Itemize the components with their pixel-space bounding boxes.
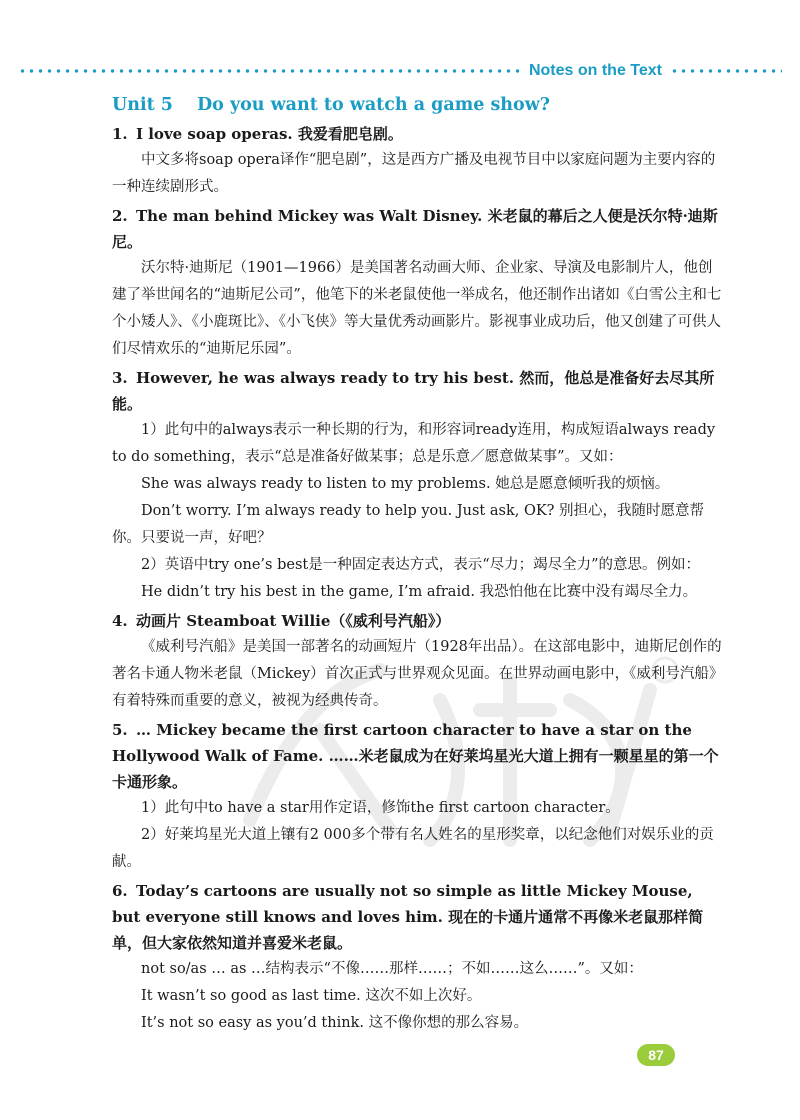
note-paragraph: 沃尔特·迪斯尼（1901—1966）是美国著名动画大师、企业家、导演及电影制片人，他创建了举世闻名的“迪斯尼公司”，他笔下的米老鼠使他一举成名，他还制作出诸如《白雪公主和七个小矮人》、《小鹿斑比》、《小飞侠》等大量优秀动画影片。影视事业成功后，他又创建了可供人们尽情欢乐的“迪斯尼乐园”。 [112, 260, 722, 357]
note-heading [112, 608, 724, 634]
note-heading-text: The man behind Mickey was Walt Disney. 米老鼠的幕后之人便是沃尔特·迪斯尼。 [112, 207, 718, 251]
note-paragraph: 2）英语中try one’s best是一种固定表达方式，表示“尽力；竭尽全力”的意思。例如： [141, 557, 701, 573]
header-section-title: Notes on the Text [528, 62, 662, 79]
unit-title-text: Do you want to watch a game show? [197, 95, 551, 115]
running-header [18, 60, 782, 82]
note-number: 1. [112, 125, 128, 143]
page-number: 87 [637, 1044, 675, 1066]
note-paragraph: Don’t worry. I’m always ready to help you. Just ask, OK? 别担心，我随时愿意帮你。只要说一声，好吧？ [112, 503, 705, 546]
note-paragraph: not so/as … as …结构表示“不像……那样……；不如……这么……”。又如： [141, 961, 643, 977]
note-paragraph: 2）好莱坞星光大道上镶有2 000多个带有名人姓名的星形奖章，以纪念他们对娱乐业的贡献。 [112, 827, 714, 870]
note-item [112, 717, 724, 876]
note-paragraph: 《威利号汽船》是美国一部著名的动画短片（1928年出品）。在这部电影中，迪斯尼创作的著名卡通人物米老鼠（Mickey）首次正式与世界观众见面。在世界动画电影中，《威利号汽船》有着特殊而重要的意义，被视为经典传奇。 [112, 639, 724, 709]
note-number: 2. [112, 207, 128, 225]
unit-title [112, 95, 724, 115]
note-item [112, 203, 724, 363]
example-sentence: It wasn’t so good as last time. 这次不如上次好。 [141, 988, 482, 1004]
note-heading [112, 717, 724, 795]
note-heading-text: … Mickey became the first cartoon character to have a star on the Hollywood Walk of Fame. ……米老鼠成为在好莱坞星光大道上拥有一颗星星的第一个卡通形象。 [112, 721, 719, 791]
note-item [112, 608, 724, 715]
example-sentence: He didn’t try his best in the game, I’m afraid. 我恐怕他在比赛中没有竭尽全力。 [141, 584, 698, 600]
note-heading-text: However, he was always ready to try his best. 然而，他总是准备好去尽其所能。 [112, 369, 715, 413]
note-item [112, 121, 724, 201]
note-heading-text: Today’s cartoons are usually not so simple as little Mickey Mouse, but everyone still knows and loves him. 现在的卡通片通常不再像米老鼠那样简单，但大家依然知道并喜爱米老鼠。 [112, 882, 704, 952]
notes-content [112, 95, 724, 1037]
note-heading [112, 203, 724, 255]
header-dotted-rule-left [18, 69, 521, 73]
note-item [112, 878, 724, 1037]
note-paragraph: 中文多将soap opera译作“肥皂剧”，这是西方广播及电视节目中以家庭问题为主要内容的一种连续剧形式。 [112, 152, 716, 195]
note-heading-text: 动画片 Steamboat Willie（《威利号汽船》） [136, 612, 451, 630]
note-heading-text: I love soap operas. 我爱看肥皂剧。 [136, 125, 403, 143]
note-paragraph: 1）此句中的always表示一种长期的行为，和形容词ready连用，构成短语always ready to do something，表示“总是准备好做某事；总是乐意／愿意做某事”。又如： [112, 422, 716, 465]
note-heading [112, 365, 724, 417]
header-dotted-rule-right [670, 69, 782, 73]
note-number: 3. [112, 369, 128, 387]
note-number: 5. [112, 721, 128, 739]
example-sentence: It’s not so easy as you’d think. 这不像你想的那么容易。 [141, 1015, 529, 1031]
note-number: 6. [112, 882, 128, 900]
example-sentence: She was always ready to listen to my problems. 她总是愿意倾听我的烦恼。 [141, 476, 670, 492]
unit-number: Unit 5 [112, 95, 173, 115]
note-item [112, 365, 724, 606]
note-paragraph: 1）此句中to have a star用作定语，修饰the first cartoon character。 [141, 800, 620, 816]
note-heading [112, 878, 724, 956]
note-number: 4. [112, 612, 128, 630]
notes-list [112, 121, 724, 1037]
note-heading [112, 121, 724, 147]
